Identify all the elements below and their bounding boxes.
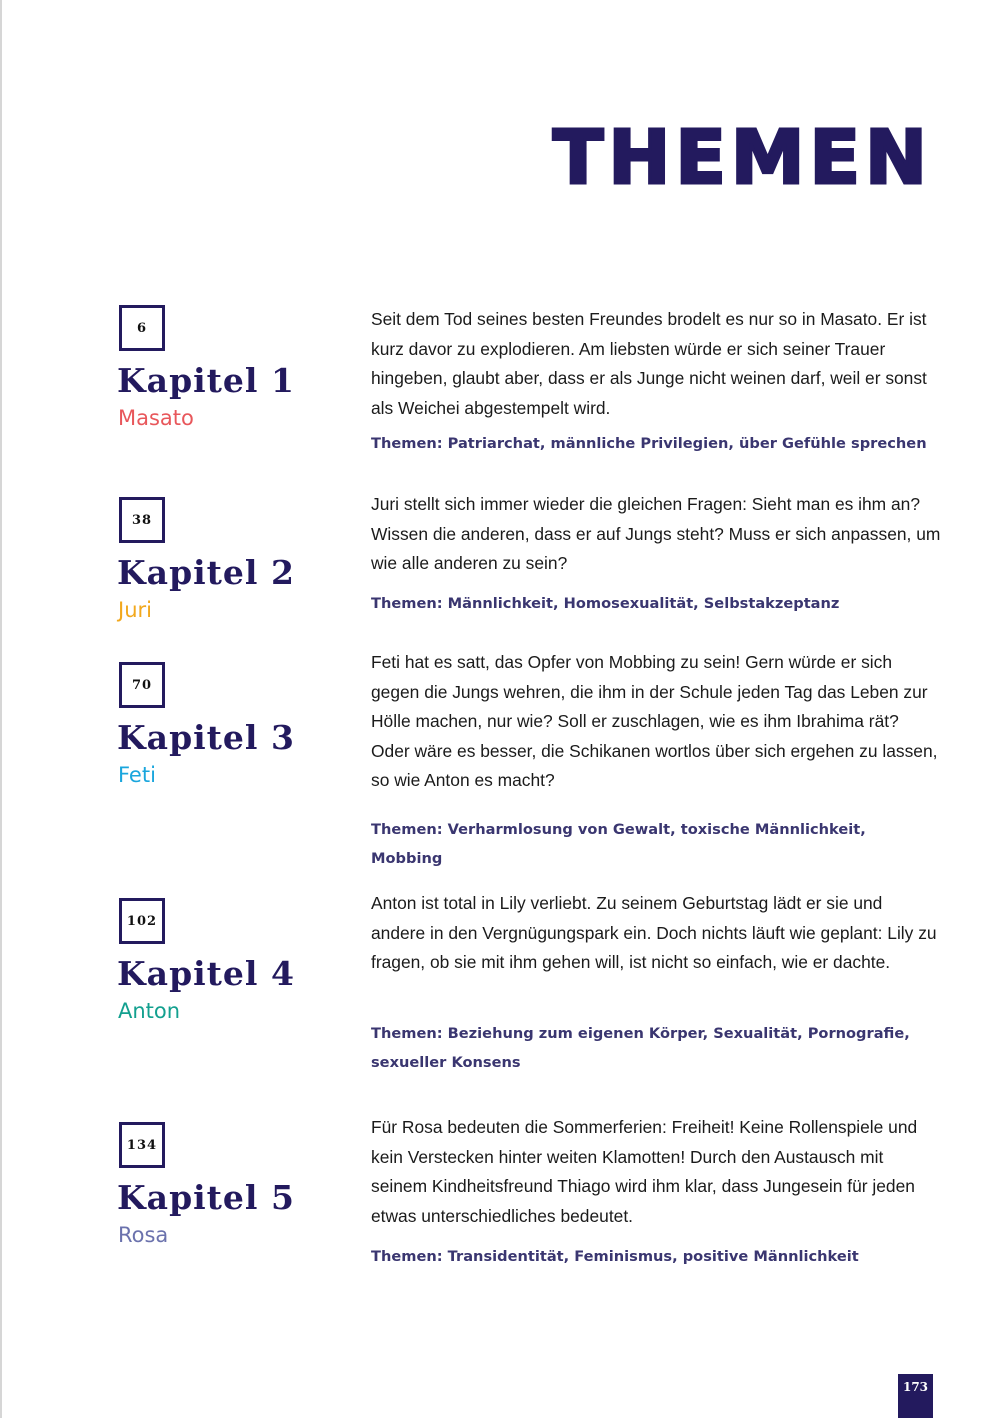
chapter-3-character-name: Feti <box>118 763 156 787</box>
chapter-2-title: Kapitel 2 <box>117 553 295 592</box>
chapter-4-page-number: 102 <box>119 898 165 944</box>
page-number-badge: 173 <box>898 1374 933 1418</box>
chapter-5-page-number: 134 <box>119 1122 165 1168</box>
chapter-4-description: Anton ist total in Lily verliebt. Zu seinem Geburtstag lädt er sie und andere in den Vergnügungspark ein. Doch nichts läuft wie geplant: Lily zu fragen, ob sie mit ihm gehen will, ist nicht so einfach, wie er dachte. <box>371 893 937 972</box>
chapter-1-character-name: Masato <box>118 406 194 430</box>
chapter-2-themes: Themen: Männlichkeit, Homosexualität, Selbstakzeptanz <box>371 595 840 612</box>
chapter-3-themes: Themen: Verharmlosung von Gewalt, toxische Männlichkeit, Mobbing <box>371 821 866 867</box>
chapter-3-page-number: 70 <box>119 662 165 708</box>
chapter-4-themes: Themen: Beziehung zum eigenen Körper, Sexualität, Pornografie, sexueller Konsens <box>371 1025 910 1071</box>
chapter-1-themes: Themen: Patriarchat, männliche Privilegien, über Gefühle sprechen <box>371 435 927 452</box>
chapter-2-description: Juri stellt sich immer wieder die gleichen Fragen: Sieht man es ihm an? Wissen die anderen, dass er auf Jungs steht? Muss er sich anpassen, um wie alle anderen zu sein? <box>371 494 941 573</box>
page-left-edge <box>0 0 2 1418</box>
chapter-4-title: Kapitel 4 <box>117 954 295 993</box>
chapter-1-title: Kapitel 1 <box>117 361 295 400</box>
chapter-3-description: Feti hat es satt, das Opfer von Mobbing zu sein! Gern würde er sich gegen die Jungs wehren, die ihm in der Schule jeden Tag das Leben zur Hölle machen, nur wie? Soll er zuschlagen, wie es ihm Ibrahima rät? Oder wäre es besser, die Schikanen wortlos über sich ergehen zu lassen, so wie Anton es macht? <box>371 652 938 790</box>
chapter-1-description: Seit dem Tod seines besten Freundes brodelt es nur so in Masato. Er ist kurz davor zu explodieren. Am liebsten würde er sich seiner Trauer hingeben, glaubt aber, dass er als Junge nicht weinen darf, weil er sonst als Weichei abgestempelt wird. <box>371 309 927 418</box>
chapter-3-title: Kapitel 3 <box>117 718 295 757</box>
chapter-5-character-name: Rosa <box>118 1223 169 1247</box>
chapter-5-title: Kapitel 5 <box>117 1178 295 1217</box>
chapter-4-character-name: Anton <box>118 999 181 1023</box>
page-title: THEMEN <box>552 115 932 201</box>
chapter-5-themes: Themen: Transidentität, Feminismus, positive Männlichkeit <box>371 1248 859 1265</box>
chapter-2-page-number: 38 <box>119 497 165 543</box>
chapter-5-description: Für Rosa bedeuten die Sommerferien: Freiheit! Keine Rollenspiele und kein Verstecken hinter weiten Klamotten! Durch den Austausch mit seinem Kindheitsfreund Thiago wird ihm klar, dass Jungesein für jeden etwas unterschiedliches bedeutet. <box>371 1117 918 1226</box>
chapter-1-page-number: 6 <box>119 305 165 351</box>
chapter-2-character-name: Juri <box>118 598 152 622</box>
